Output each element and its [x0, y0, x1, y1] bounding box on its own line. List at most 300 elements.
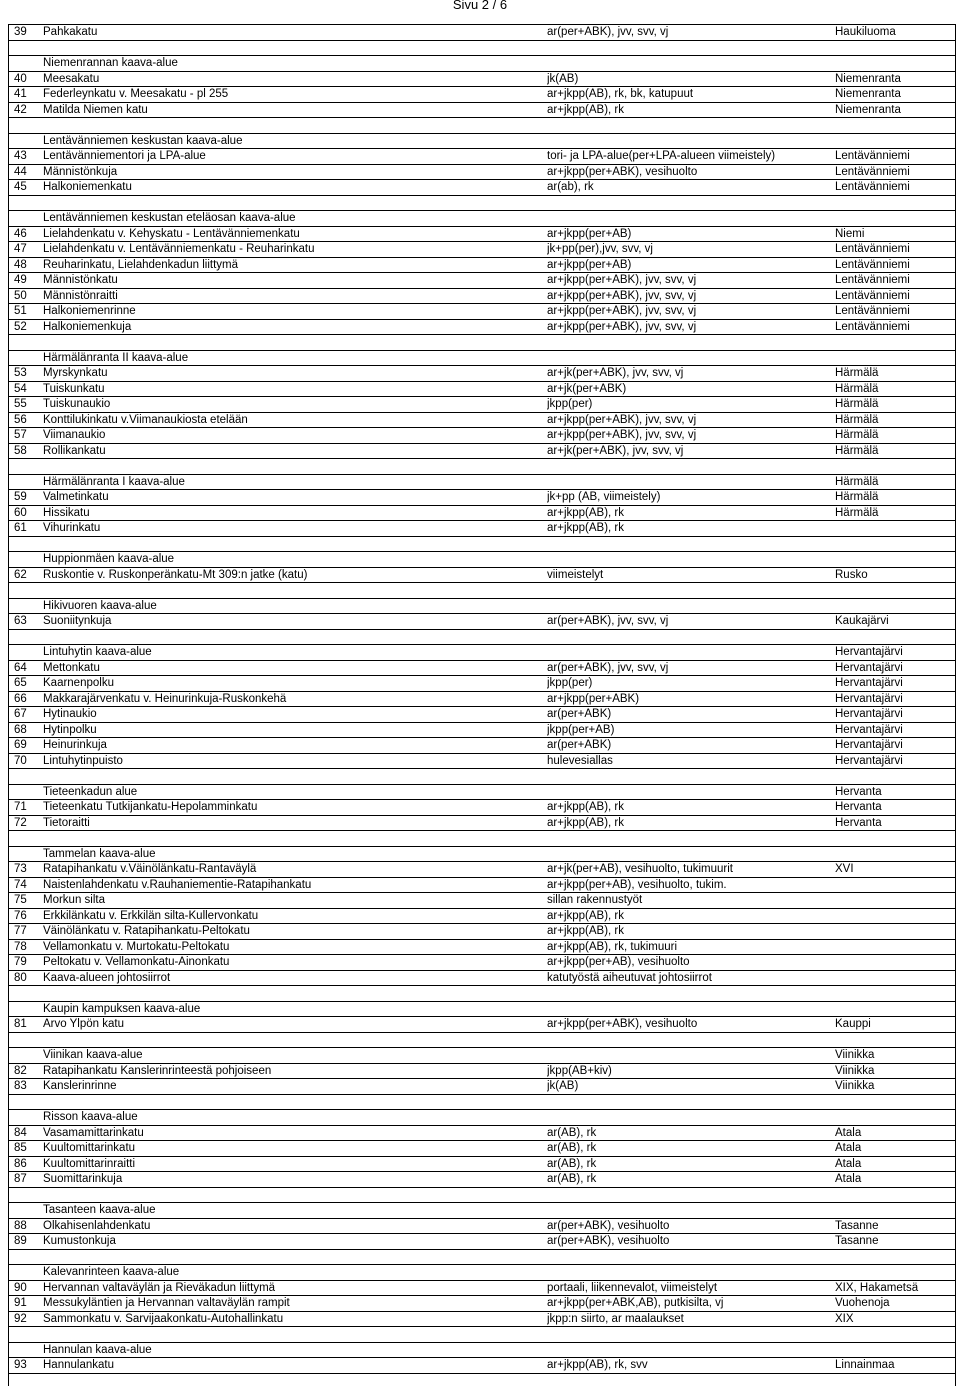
- work-description: ar+jkpp(per+ABK), jvv, svv, vj: [547, 274, 697, 286]
- table-row: [9, 490, 955, 506]
- work-description: jkpp:n siirto, ar maalaukset: [547, 1312, 684, 1325]
- work-description: katutyöstä aiheutuvat johtosiirrot: [547, 971, 712, 984]
- table-row: [9, 1141, 955, 1157]
- street-name: Hannulankatu: [43, 1359, 114, 1371]
- road-works-table: [9, 25, 955, 1374]
- row-number: 53: [14, 367, 27, 379]
- section-heading-row: [9, 552, 955, 568]
- blank-row: [9, 1188, 955, 1204]
- section-heading-row: [9, 56, 955, 72]
- district: Härmälä: [835, 491, 879, 503]
- work-description: ar+jkpp(per+ABK), vesihuolto: [547, 165, 698, 178]
- street-name: Halkoniemenkatu: [43, 181, 132, 193]
- street-name: Morkun silta: [43, 894, 105, 906]
- row-number: 70: [14, 754, 27, 767]
- work-description: ar+jkpp(per+ABK), jvv, svv, vj: [547, 289, 697, 302]
- district: Hervanta: [835, 801, 882, 813]
- table-row: [9, 1064, 955, 1080]
- street-name: Suomittarinkuja: [43, 1173, 123, 1185]
- table-row: [9, 1126, 955, 1142]
- district: Lentävänniemi: [835, 258, 910, 271]
- work-description: portaali, liikennevalot, viimeistelyt: [547, 1281, 718, 1294]
- street-name: Viimanaukio: [43, 429, 106, 441]
- section-heading-row: [9, 785, 955, 801]
- street-name: Naistenlahdenkatu v.Rauhaniementie-Ratapihankatu: [43, 878, 312, 891]
- street-name: Vellamonkatu v. Murtokatu-Peltokatu: [43, 940, 230, 953]
- row-number: 80: [14, 971, 27, 984]
- street-name: Kalevanrinteen kaava-alue: [43, 1266, 180, 1278]
- table-row: [9, 103, 955, 119]
- street-name: Niemenrannan kaava-alue: [43, 57, 178, 69]
- street-name: Suoniitynkuja: [43, 615, 112, 627]
- row-number: 86: [14, 1157, 27, 1170]
- table-row: [9, 506, 955, 522]
- work-description: ar+jkpp(per+ABK), jvv, svv, vj: [547, 429, 697, 441]
- work-description: ar+jkpp(per+ABK): [547, 692, 640, 705]
- district: Hervanta: [835, 785, 882, 798]
- blank-row: [9, 1095, 955, 1111]
- street-name: Reuharinkatu, Lielahdenkadun liittymä: [43, 258, 238, 271]
- street-name: Valmetinkatu: [43, 491, 109, 503]
- street-name: Tuiskunaukio: [43, 398, 111, 410]
- table-row: [9, 304, 955, 320]
- table-row: [9, 165, 955, 181]
- blank-row: [9, 537, 955, 553]
- street-name: Lentävänniementori ja LPA-alue: [43, 150, 206, 162]
- table-row: [9, 568, 955, 584]
- row-number: 48: [14, 258, 27, 271]
- district: Lentävänniemi: [835, 320, 910, 333]
- street-name: Hervannan valtaväylän ja Rieväkadun liittymä: [43, 1281, 276, 1294]
- row-number: 71: [14, 801, 27, 813]
- row-number: 85: [14, 1142, 27, 1154]
- street-name: Olkahisenlahdenkatu: [43, 1219, 151, 1232]
- table-row: [9, 1079, 955, 1095]
- street-name: Härmälänranta II kaava-alue: [43, 351, 189, 364]
- row-number: 72: [14, 816, 27, 829]
- row-number: 62: [14, 568, 27, 581]
- work-description: ar(per+ABK): [547, 708, 612, 720]
- work-description: ar+jk(per+ABK): [547, 382, 627, 395]
- row-number: 43: [14, 150, 27, 162]
- street-name: Huppionmäen kaava-alue: [43, 553, 175, 565]
- street-name: Risson kaava-alue: [43, 1111, 138, 1123]
- street-name: Männistönraitti: [43, 289, 118, 302]
- row-number: 58: [14, 444, 27, 457]
- district: Härmälä: [835, 367, 879, 379]
- district: Hervantajärvi: [835, 708, 903, 720]
- table-row: [9, 397, 955, 413]
- street-name: Tieteenkadun alue: [43, 785, 138, 798]
- row-number: 44: [14, 165, 27, 178]
- section-heading-row: [9, 599, 955, 615]
- row-number: 52: [14, 320, 27, 333]
- street-name: Kaupin kampuksen kaava-alue: [43, 1002, 201, 1015]
- district: Haukiluoma: [835, 26, 896, 38]
- blank-row: [9, 831, 955, 847]
- work-description: jk+pp (AB, viimeistely): [547, 491, 661, 503]
- table-row: [9, 800, 955, 816]
- row-number: 84: [14, 1126, 27, 1139]
- work-description: ar+jkpp(AB), rk: [547, 909, 625, 922]
- work-description: ar+jkpp(per+ABK), jvv, svv, vj: [547, 320, 697, 333]
- work-description: ar+jkpp(per+AB), vesihuolto: [547, 956, 690, 968]
- work-description: ar+jkpp(AB), rk, svv: [547, 1359, 648, 1371]
- row-number: 88: [14, 1219, 27, 1232]
- street-name: Hytinaukio: [43, 708, 97, 720]
- table-row: [9, 738, 955, 754]
- blank-row: [9, 459, 955, 475]
- street-name: Halkoniemenrinne: [43, 305, 136, 317]
- district: Härmälä: [835, 413, 879, 426]
- blank-row: [9, 1033, 955, 1049]
- work-description: ar+jkpp(per+ABK,AB), putkisilta, vj: [547, 1297, 724, 1309]
- street-name: Peltokatu v. Vellamonkatu-Ainonkatu: [43, 956, 230, 968]
- section-heading-row: [9, 351, 955, 367]
- district: Vuohenoja: [835, 1297, 890, 1309]
- table-row: [9, 1358, 955, 1374]
- row-number: 77: [14, 925, 27, 937]
- street-name: Messukyläntien ja Hervannan valtaväylän rampit: [43, 1297, 290, 1309]
- work-description: jk(AB): [547, 1080, 579, 1092]
- street-name: Tietoraitti: [43, 816, 90, 829]
- table-row: [9, 72, 955, 88]
- work-description: jkpp(per): [547, 398, 593, 410]
- district: XIX: [835, 1312, 854, 1325]
- table-row: [9, 1312, 955, 1328]
- street-name: Heinurinkuja: [43, 739, 107, 751]
- street-name: Männistönkatu: [43, 274, 118, 286]
- section-heading-row: [9, 1002, 955, 1018]
- row-number: 59: [14, 491, 27, 503]
- work-description: ar+jkpp(per+ABK), jvv, svv, vj: [547, 413, 697, 426]
- work-description: jkpp(per): [547, 677, 593, 689]
- street-name: Kaava-alueen johtosiirrot: [43, 971, 171, 984]
- street-name: Sammonkatu v. Sarvijaakonkatu-Autohallinkatu: [43, 1312, 284, 1325]
- row-number: 74: [14, 878, 27, 891]
- district: Lentävänniemi: [835, 274, 910, 286]
- row-number: 90: [14, 1281, 27, 1294]
- blank-row: [9, 583, 955, 599]
- district: Hervantajärvi: [835, 677, 903, 689]
- blank-row: [9, 118, 955, 134]
- table-row: [9, 754, 955, 770]
- row-number: 60: [14, 506, 27, 519]
- district: Viinikka: [835, 1080, 875, 1092]
- street-name: Hikivuoren kaava-alue: [43, 599, 157, 612]
- row-number: 57: [14, 429, 27, 441]
- row-number: 73: [14, 863, 27, 875]
- row-number: 45: [14, 181, 27, 193]
- row-number: 91: [14, 1297, 27, 1309]
- row-number: 75: [14, 894, 27, 906]
- street-name: Lintuhytin kaava-alue: [43, 646, 152, 658]
- work-description: ar+jkpp(AB), rk: [547, 506, 625, 519]
- district: Niemenranta: [835, 103, 901, 116]
- work-description: ar+jkpp(per+AB): [547, 227, 632, 240]
- district: Atala: [835, 1126, 862, 1139]
- row-number: 79: [14, 956, 27, 968]
- work-description: jk(AB): [547, 72, 579, 85]
- row-number: 89: [14, 1235, 27, 1247]
- table-row: [9, 924, 955, 940]
- street-name: Kanslerinrinne: [43, 1080, 117, 1092]
- row-number: 81: [14, 1018, 27, 1030]
- section-heading-row: [9, 847, 955, 863]
- section-heading-row: [9, 1203, 955, 1219]
- district: Lentävänniemi: [835, 243, 910, 255]
- district: Härmälä: [835, 506, 879, 519]
- street-name: Ruskontie v. Ruskonperänkatu-Mt 309:n jatke (katu): [43, 568, 308, 581]
- table-row: [9, 862, 955, 878]
- district: Lentävänniemi: [835, 181, 910, 193]
- table-row: [9, 273, 955, 289]
- district: Tasanne: [835, 1235, 879, 1247]
- row-number: 51: [14, 305, 27, 317]
- table-row: [9, 444, 955, 460]
- work-description: ar(AB), rk: [547, 1126, 597, 1139]
- street-name: Arvo Ylpön katu: [43, 1018, 124, 1030]
- street-name: Erkkilänkatu v. Erkkilän silta-Kullervonkatu: [43, 909, 259, 922]
- work-description: ar+jkpp(AB), rk, bk, katupuut: [547, 88, 694, 100]
- street-name: Makkarajärvenkatu v. Heinurinkuja-Ruskonkehä: [43, 692, 287, 705]
- row-number: 78: [14, 940, 27, 953]
- work-description: ar(per+ABK), jvv, svv, vj: [547, 26, 669, 38]
- row-number: 65: [14, 677, 27, 689]
- street-name: Federleynkatu v. Meesakatu - pl 255: [43, 88, 229, 100]
- work-description: ar(AB), rk: [547, 1173, 597, 1185]
- work-description: tori- ja LPA-alue(per+LPA-alueen viimeistely): [547, 150, 776, 162]
- row-number: 47: [14, 243, 27, 255]
- work-description: ar+jk(per+ABK), jvv, svv, vj: [547, 444, 684, 457]
- street-name: Mettonkatu: [43, 661, 100, 674]
- work-description: ar(per+ABK), jvv, svv, vj: [547, 661, 669, 674]
- work-description: ar(per+ABK), vesihuolto: [547, 1219, 670, 1232]
- work-description: ar+jk(per+AB), vesihuolto, tukimuurit: [547, 863, 733, 875]
- row-number: 83: [14, 1080, 27, 1092]
- street-name: Lentävänniemen keskustan kaava-alue: [43, 134, 243, 147]
- table-row: [9, 707, 955, 723]
- section-heading-row: [9, 134, 955, 150]
- row-number: 82: [14, 1064, 27, 1077]
- work-description: hulevesiallas: [547, 754, 613, 767]
- work-description: ar+jk(per+ABK), jvv, svv, vj: [547, 367, 684, 379]
- row-number: 41: [14, 88, 27, 100]
- district: Härmälä: [835, 444, 879, 457]
- table-row: [9, 521, 955, 537]
- district: Härmälä: [835, 398, 879, 410]
- blank-row: [9, 630, 955, 646]
- district: Viinikka: [835, 1064, 875, 1077]
- district: Hervantajärvi: [835, 754, 903, 767]
- row-number: 50: [14, 289, 27, 302]
- district: Hervantajärvi: [835, 646, 903, 658]
- street-name: Viinikan kaava-alue: [43, 1049, 143, 1061]
- work-description: ar+jkpp(per+ABK), jvv, svv, vj: [547, 305, 697, 317]
- blank-row: [9, 335, 955, 351]
- table-row: [9, 816, 955, 832]
- district: Lentävänniemi: [835, 150, 910, 162]
- row-number: 63: [14, 615, 27, 627]
- table-row: [9, 320, 955, 336]
- work-description: jk+pp(per),jvv, svv, vj: [547, 243, 653, 255]
- table-row: [9, 149, 955, 165]
- work-description: ar+jkpp(AB), rk: [547, 925, 625, 937]
- row-number: 39: [14, 26, 27, 38]
- work-description: ar(AB), rk: [547, 1157, 597, 1170]
- street-name: Härmälänranta I kaava-alue: [43, 475, 185, 488]
- street-name: Männistönkuja: [43, 165, 118, 178]
- street-name: Lielahdenkatu v. Kehyskatu - Lentävänniemenkatu: [43, 227, 300, 240]
- street-name: Lielahdenkatu v. Lentävänniemenkatu - Reuharinkatu: [43, 243, 315, 255]
- row-number: 87: [14, 1173, 27, 1185]
- street-name: Hytinpolku: [43, 723, 97, 736]
- table-row: [9, 1219, 955, 1235]
- street-name: Rollikankatu: [43, 444, 106, 457]
- street-name: Tammelan kaava-alue: [43, 847, 156, 860]
- street-name: Lentävänniemen keskustan eteläosan kaava-alue: [43, 212, 296, 224]
- work-description: ar+jkpp(AB), rk: [547, 522, 625, 534]
- table-row: [9, 87, 955, 103]
- table-row: [9, 366, 955, 382]
- row-number: 54: [14, 382, 27, 395]
- table-row: [9, 1234, 955, 1250]
- street-name: Hannulan kaava-alue: [43, 1343, 152, 1356]
- work-description: ar+jkpp(per+ABK), vesihuolto: [547, 1018, 698, 1030]
- district: Rusko: [835, 568, 868, 581]
- district: Hervantajärvi: [835, 723, 903, 736]
- street-name: Tuiskunkatu: [43, 382, 105, 395]
- work-description: jkpp(per+AB): [547, 723, 615, 736]
- row-number: 46: [14, 227, 27, 240]
- table-row: [9, 25, 955, 41]
- work-description: ar+jkpp(AB), rk, tukimuuri: [547, 940, 678, 953]
- work-description: ar+jkpp(AB), rk: [547, 103, 625, 116]
- street-name: Halkoniemenkuja: [43, 320, 132, 333]
- district: Kauppi: [835, 1018, 871, 1030]
- district: Lentävänniemi: [835, 289, 910, 302]
- table-row: [9, 428, 955, 444]
- district: Hervanta: [835, 816, 882, 829]
- district: Härmälä: [835, 475, 879, 488]
- section-heading-row: [9, 1343, 955, 1359]
- table-row: [9, 723, 955, 739]
- district: Hervantajärvi: [835, 661, 903, 674]
- table-row: [9, 1281, 955, 1297]
- table-row: [9, 676, 955, 692]
- table-row: [9, 878, 955, 894]
- table-row: [9, 614, 955, 630]
- table-row: [9, 289, 955, 305]
- district: Lentävänniemi: [835, 165, 910, 178]
- work-description: sillan rakennustyöt: [547, 894, 643, 906]
- street-name: Tasanteen kaava-alue: [43, 1204, 156, 1216]
- work-description: ar(per+ABK): [547, 739, 612, 751]
- district: Atala: [835, 1157, 862, 1170]
- table-row: [9, 692, 955, 708]
- table-row: [9, 227, 955, 243]
- district: Lentävänniemi: [835, 305, 910, 317]
- section-heading-row: [9, 1110, 955, 1126]
- blank-row: [9, 196, 955, 212]
- table-row: [9, 971, 955, 987]
- table-row: [9, 382, 955, 398]
- street-name: Tieteenkatu Tutkijankatu-Hepolamminkatu: [43, 801, 258, 813]
- row-number: 92: [14, 1312, 27, 1325]
- street-name: Meesakatu: [43, 72, 100, 85]
- district: Härmälä: [835, 429, 879, 441]
- section-heading-row: [9, 211, 955, 227]
- street-name: Lintuhytinpuisto: [43, 754, 123, 767]
- table-row: [9, 661, 955, 677]
- table-row: [9, 1157, 955, 1173]
- table-row: [9, 893, 955, 909]
- row-number: 61: [14, 522, 27, 534]
- table-row: [9, 1296, 955, 1312]
- street-name: Ratapihankatu Kanslerinrinteestä pohjoiseen: [43, 1064, 272, 1077]
- street-name: Kaarnenpolku: [43, 677, 114, 689]
- street-name: Matilda Niemen katu: [43, 103, 148, 116]
- table-row: [9, 1017, 955, 1033]
- street-name: Kumustonkuja: [43, 1235, 116, 1247]
- street-name: Vasamamittarinkatu: [43, 1126, 144, 1139]
- district: Niemenranta: [835, 72, 901, 85]
- street-name: Vihurinkatu: [43, 522, 101, 534]
- work-description: ar(per+ABK), jvv, svv, vj: [547, 615, 669, 627]
- section-heading-row: [9, 1048, 955, 1064]
- street-name: Kuultomittarinkatu: [43, 1142, 136, 1154]
- blank-row: [9, 986, 955, 1002]
- section-heading-row: [9, 645, 955, 661]
- blank-row: [9, 1327, 955, 1343]
- work-description: jkpp(AB+kiv): [547, 1064, 612, 1077]
- row-number: 49: [14, 274, 27, 286]
- district: Hervantajärvi: [835, 739, 903, 751]
- district: Linnainmaa: [835, 1359, 895, 1371]
- district: Atala: [835, 1173, 862, 1185]
- street-name: Hissikatu: [43, 506, 90, 519]
- work-description: ar(per+ABK), vesihuolto: [547, 1235, 670, 1247]
- street-name: Myrskynkatu: [43, 367, 108, 379]
- row-number: 56: [14, 413, 27, 426]
- district: XVI: [835, 863, 854, 875]
- district: XIX, Hakametsä: [835, 1281, 919, 1294]
- district: Tasanne: [835, 1219, 879, 1232]
- blank-row: [9, 1250, 955, 1266]
- row-number: 40: [14, 72, 27, 85]
- district: Niemenranta: [835, 88, 901, 100]
- district: Hervantajärvi: [835, 692, 903, 705]
- row-number: 42: [14, 103, 27, 116]
- table-row: [9, 180, 955, 196]
- work-description: ar+jkpp(AB), rk: [547, 801, 625, 813]
- row-number: 93: [14, 1359, 27, 1371]
- work-description: ar+jkpp(per+AB): [547, 258, 632, 271]
- district: Niemi: [835, 227, 865, 240]
- work-description: ar(AB), rk: [547, 1142, 597, 1154]
- work-description: ar+jkpp(per+AB), vesihuolto, tukim.: [547, 878, 727, 891]
- row-number: 76: [14, 909, 27, 922]
- row-number: 68: [14, 723, 27, 736]
- table-row: [9, 940, 955, 956]
- district: Viinikka: [835, 1049, 875, 1061]
- row-number: 64: [14, 661, 27, 674]
- district: Kaukajärvi: [835, 615, 889, 627]
- work-description: ar(ab), rk: [547, 181, 594, 193]
- street-name: Kuultomittarinraitti: [43, 1157, 136, 1170]
- row-number: 55: [14, 398, 27, 410]
- table-row: [9, 955, 955, 971]
